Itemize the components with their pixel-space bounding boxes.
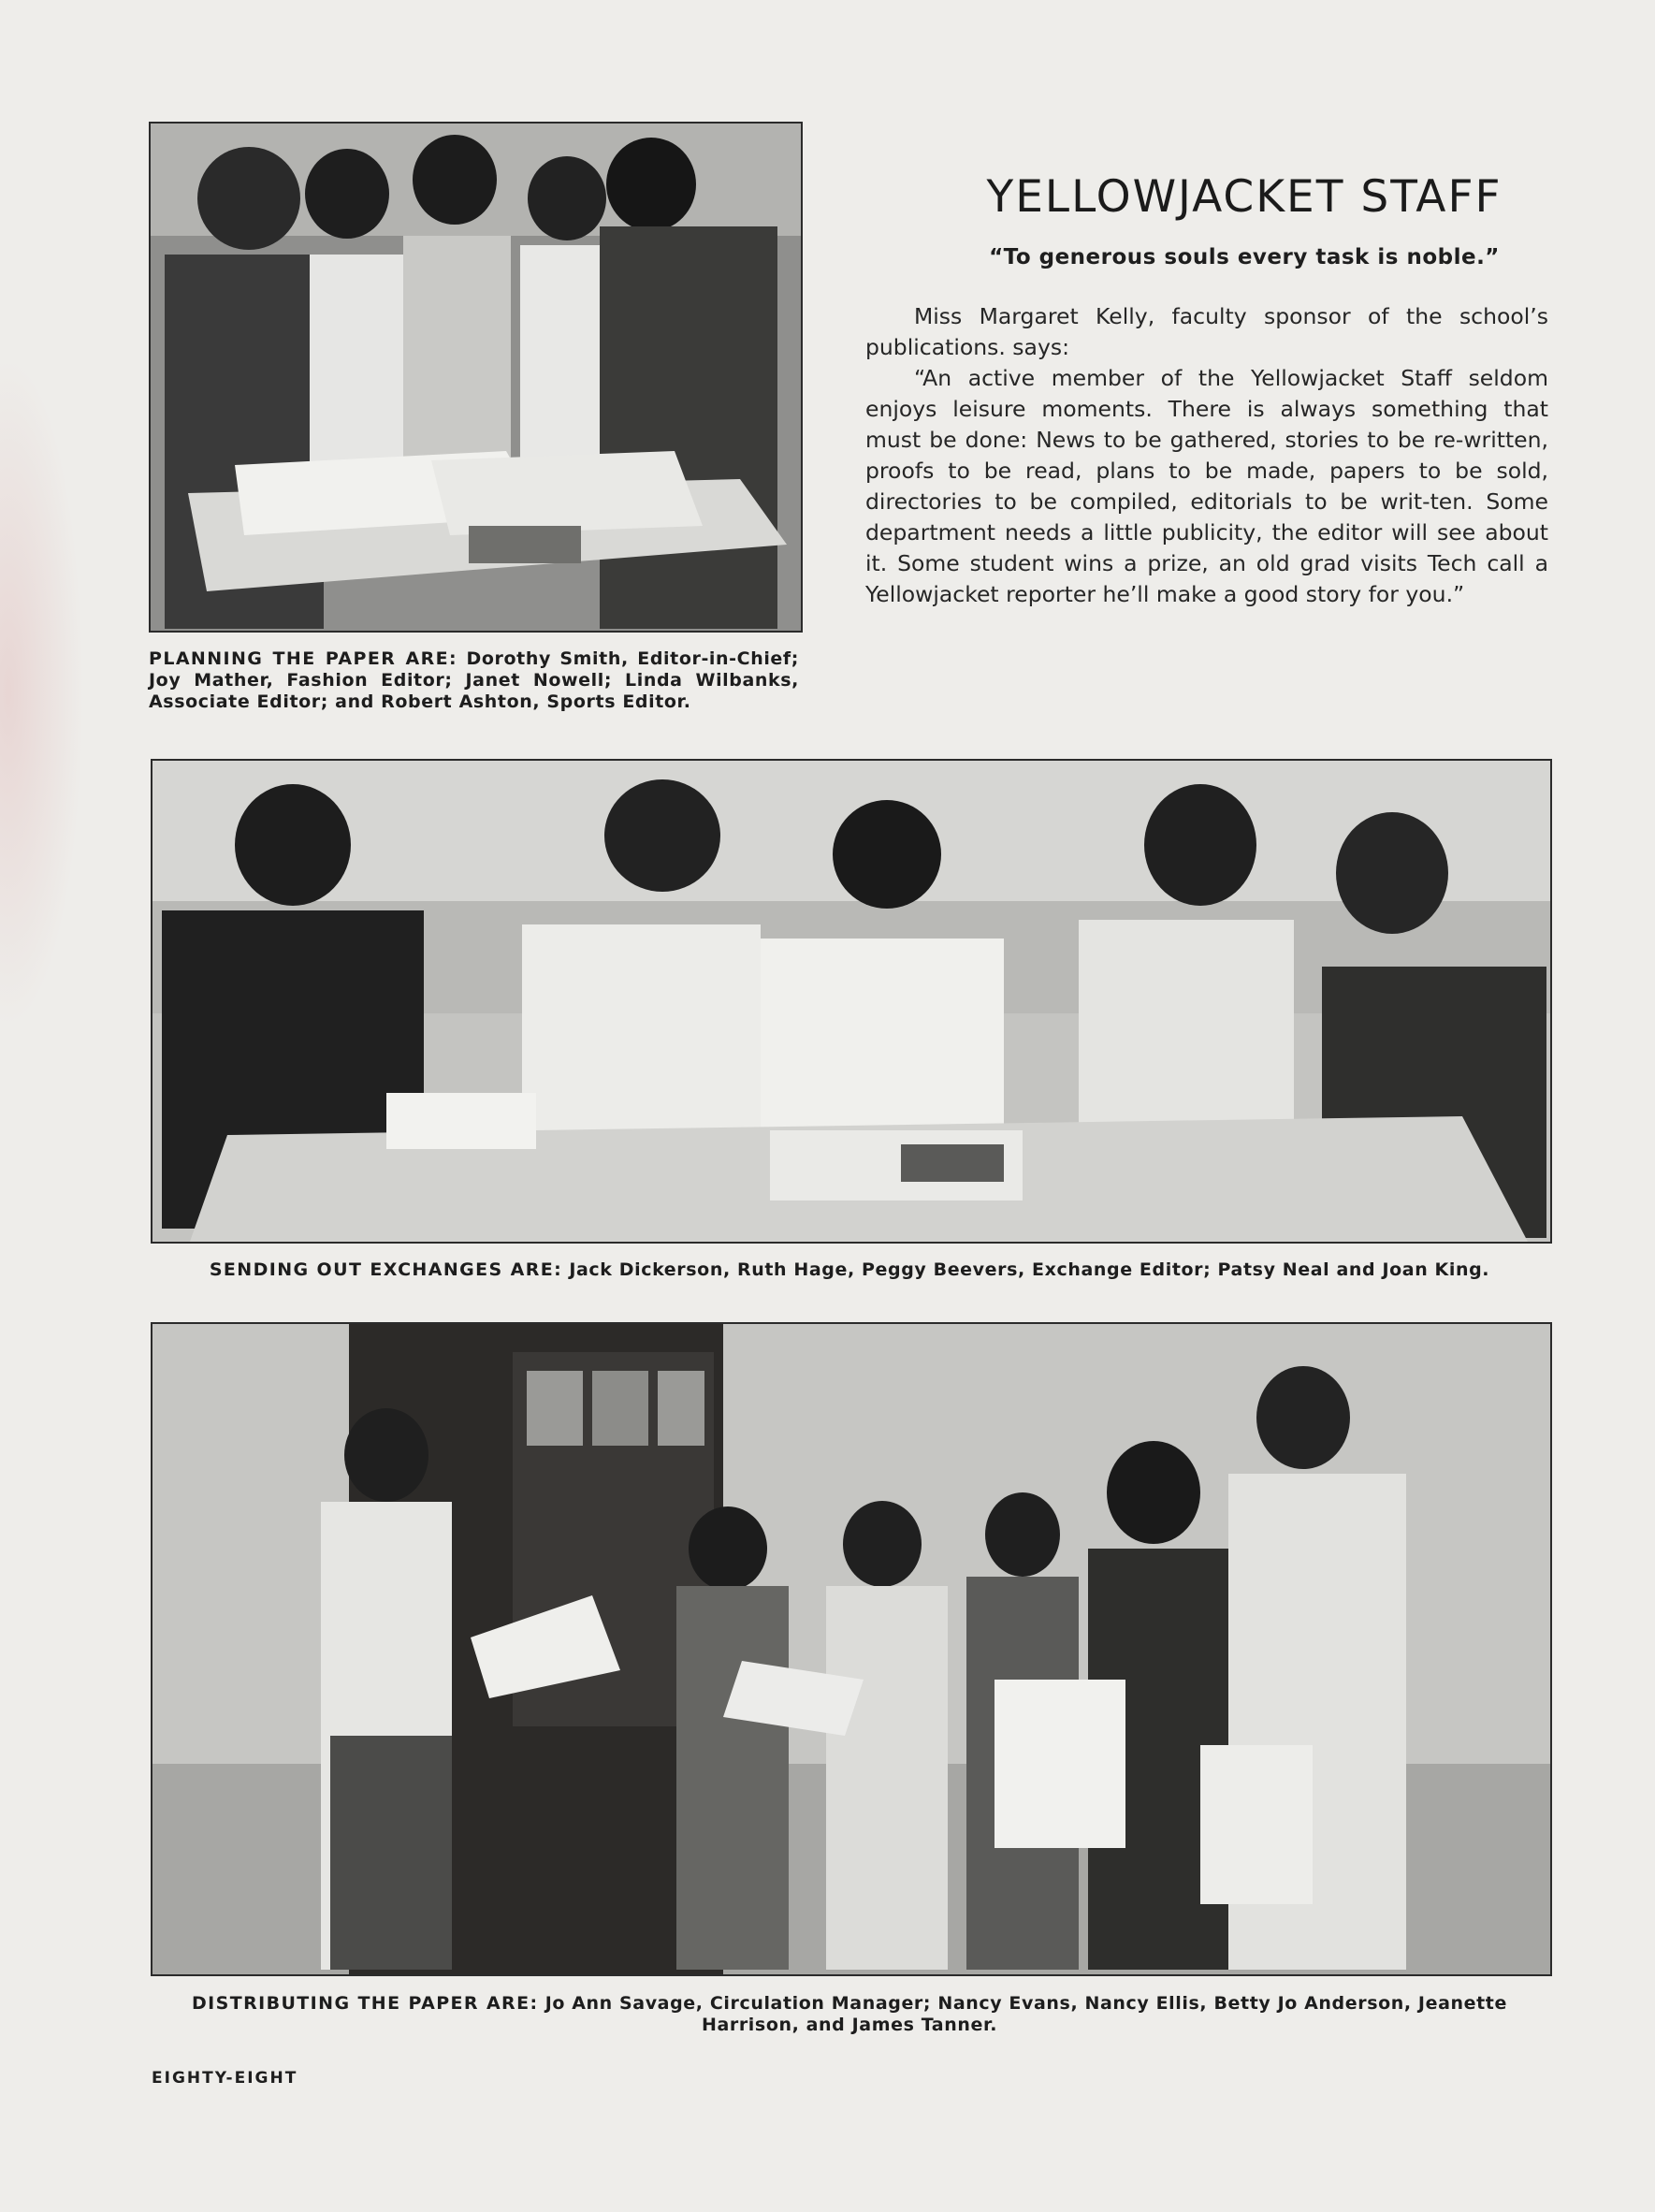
distributing-caption-names: Jo Ann Savage, Circulation Manager; Nancy Evans, Nancy Ellis, Betty Jo Anderson, Jeanette Harrison, and James Tanner. — [544, 1993, 1507, 2035]
motto: “To generous souls every task is noble.” — [989, 245, 1500, 269]
exchanges-photo — [151, 759, 1552, 1244]
distributing-caption-lead: DISTRIBUTING THE PAPER ARE: — [192, 1993, 539, 2014]
planning-caption-lead: PLANNING THE PAPER ARE: — [149, 648, 458, 669]
page-title: YELLOWJACKET STAFF — [986, 171, 1503, 223]
planning-caption — [149, 648, 799, 713]
paper-stain — [0, 356, 84, 1029]
exchanges-caption — [151, 1259, 1548, 1281]
planning-caption-names: Dorothy Smith, Editor-in-Chief; Joy Mather, Fashion Editor; Janet Nowell; Linda Wilbanks, Associate Editor; and Robert Ashton, Sports Editor. — [149, 648, 799, 712]
exchanges-caption-lead: SENDING OUT EXCHANGES ARE: — [209, 1259, 563, 1280]
distributing-photo — [151, 1322, 1552, 1976]
exchanges-caption-names: Jack Dickerson, Ruth Hage, Peggy Beevers, Exchange Editor; Patsy Neal and Joan King. — [569, 1259, 1490, 1280]
intro-paragraph: Miss Margaret Kelly, faculty sponsor of the school’s publications. says: — [865, 303, 1548, 360]
planning-photo — [149, 122, 803, 633]
distributing-caption — [151, 1993, 1548, 2036]
quote-paragraph: “An active member of the Yellowjacket Staff seldom enjoys leisure moments. There is always something that must be done: News to be gathered, stories to be re-written, proofs to be read, plans to be made, papers to be sold, directories to be compiled, editorials to be writ-ten. Some department needs a little publicity, the editor will see about it. Some student wins a prize, an old grad visits Tech call a Yellowjacket reporter he’ll make a good story for you.” — [865, 365, 1548, 607]
page-number: EIGHTY-EIGHT — [152, 2069, 298, 2088]
